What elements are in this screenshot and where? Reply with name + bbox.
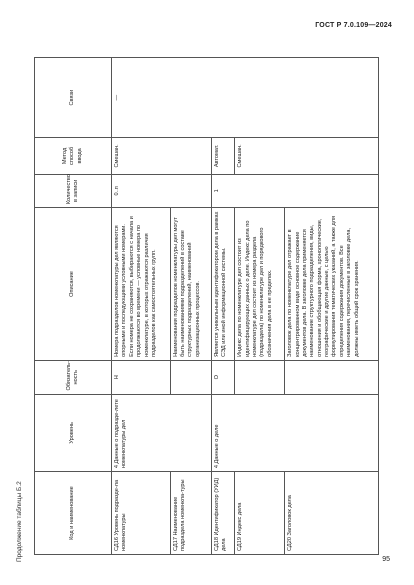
header-method: Метод способ ввода: [35, 138, 112, 174]
cell-mandatory: [235, 360, 285, 394]
cell-mandatory: Н: [112, 360, 171, 394]
header-description: Описание: [35, 208, 112, 361]
cell-mandatory: [285, 360, 379, 394]
rotated-table-container: [34, 57, 379, 555]
specification-table: [34, 57, 379, 555]
table-row: [112, 58, 171, 555]
cell-description: Номера подразделов номенклатуры дел являются опорными и последующими условными номерами. Если номера не сохраняются, выбираются с начала и продолжаются во времени — условные номера по номенклатуре, в которых отражаются различия подразделов как самостоятельных групп.: [112, 208, 171, 361]
cell-description: Индекс дела по номенклатуре дел состоит из идентифицирующих данных о деле. Индекс дела по номенклатуре дел состоит из номера раздела (подраздела) по номенклатуре дел и порядкового обозначения дела в ее пределах.: [235, 208, 285, 361]
header-count: Количество в записи: [35, 174, 112, 208]
page-number: 95: [382, 556, 390, 563]
cell-description: Заголовок дела по номенклатуре дел отражает в концентрированном виде основное содержание документов дела. В заголовке дела применяется наименование структурного подразделения, виды, отношения и обобщающая форма, хронологические, географические и другие данные, с целью формулирования тематических указаний, а также для определения содержания документов. Все наименования, перечисленные в заголовке дела, должны иметь общий срок хранения.: [285, 208, 379, 361]
cell-code: СД20 Заголовок дела: [285, 472, 379, 555]
cell-code: СД17 Наименование подраздела номенкла-туры: [170, 472, 211, 555]
header-links: Связи: [35, 58, 112, 138]
links-dash: —: [114, 94, 120, 101]
table-header-row: [35, 58, 112, 555]
cell-level: 4 Данные о подразде-лете номенклатуры дел: [112, 394, 212, 472]
cell-description: Наименования подразделов номенклатуры дел могут быть наименованиями подразделений в составе структурных подразделений, наименований организационных процессов.: [170, 208, 211, 361]
cell-code: СД18 Идентификатор (УИД) дела: [211, 472, 235, 555]
cell-code: СД19 Индекс дела: [235, 472, 285, 555]
cell-count: 0..п: [112, 174, 212, 208]
standard-code: ГОСТ Р 7.0.109—2024: [315, 22, 392, 29]
cell-method: Смешан.: [235, 138, 379, 174]
cell-code: СД16 Уровень подразде-ла номенклатуры: [112, 472, 171, 555]
cell-description: Является уникальным идентификатором дела в рамках СЭД или иной информационной системы.: [211, 208, 235, 361]
cell-level: 4 Данные о деле: [211, 394, 378, 472]
cell-mandatory: О: [211, 360, 235, 394]
header-level: Уровень: [35, 394, 112, 472]
cell-links: [112, 58, 379, 138]
cell-method: Смешан.: [112, 138, 212, 174]
header-mandatory: Обязатель-ность: [35, 360, 112, 394]
header-code: Код и наименование: [35, 472, 112, 555]
cell-mandatory: [170, 360, 211, 394]
cell-count: 1: [211, 174, 378, 208]
cell-method: Автомат.: [211, 138, 235, 174]
table-continuation-label: Продолжение таблицы Б.2: [16, 481, 23, 562]
